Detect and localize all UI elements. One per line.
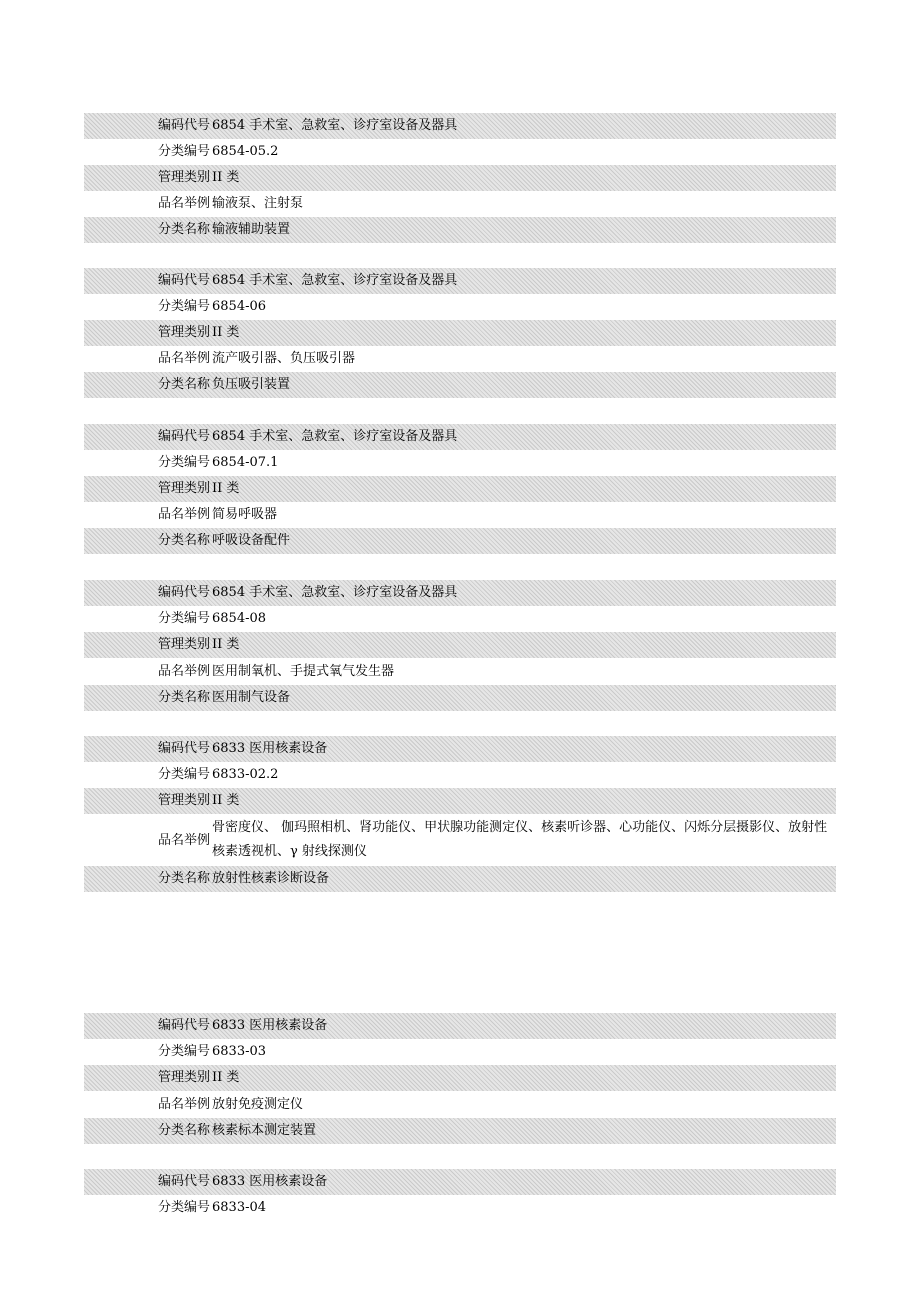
classification-name-row <box>84 217 836 243</box>
field-value: 放射免疫测定仪 <box>212 1097 304 1112</box>
field-value: II 类 <box>212 481 240 496</box>
field-label: 品名举例 <box>158 1097 211 1112</box>
field-label: 管理类别 <box>158 481 211 496</box>
code-row <box>84 1013 836 1039</box>
classification-number-row <box>84 294 836 320</box>
field-value: 6833-04 <box>212 1200 267 1215</box>
field-value: 输液泵、注射泵 <box>212 196 304 211</box>
field-label: 分类名称 <box>158 377 211 392</box>
field-label: 编码代号 <box>158 585 211 600</box>
classification-number-row <box>84 139 836 165</box>
product-examples-row <box>84 659 836 685</box>
field-value: 6854-05.2 <box>212 144 279 159</box>
product-examples-row <box>84 1092 836 1118</box>
field-value: 负压吸引装置 <box>212 377 291 392</box>
classification-number-row <box>84 450 836 476</box>
field-label: 编码代号 <box>158 1174 211 1189</box>
field-value: 6833 医用核素设备 <box>212 741 328 756</box>
product-examples-row <box>84 814 836 866</box>
field-label: 分类名称 <box>158 222 211 237</box>
management-class-row <box>84 165 836 191</box>
code-row <box>84 424 836 450</box>
field-value: 流产吸引器、负压吸引器 <box>212 351 356 366</box>
classification-name-row <box>84 685 836 711</box>
field-value: 6854-08 <box>212 611 267 626</box>
field-value: 放射性核素诊断设备 <box>212 871 330 886</box>
field-label: 品名举例 <box>158 832 211 848</box>
classification-number-row <box>84 1195 836 1221</box>
management-class-row <box>84 476 836 502</box>
field-value: II 类 <box>212 170 240 185</box>
management-class-row <box>84 788 836 814</box>
field-label: 分类名称 <box>158 871 211 886</box>
field-label: 编码代号 <box>158 741 211 756</box>
classification-name-row <box>84 528 836 554</box>
field-label: 品名举例 <box>158 507 211 522</box>
classification-name-row <box>84 1118 836 1144</box>
field-label: 编码代号 <box>158 429 211 444</box>
field-value: II 类 <box>212 793 240 808</box>
field-value: 6833 医用核素设备 <box>212 1174 328 1189</box>
field-value: 6854 手术室、急救室、诊疗室设备及器具 <box>212 585 458 600</box>
field-label: 分类编号 <box>158 144 211 159</box>
field-value: 简易呼吸器 <box>212 507 278 522</box>
product-examples-row <box>84 191 836 217</box>
field-label: 分类编号 <box>158 299 211 314</box>
classification-number-row <box>84 762 836 788</box>
field-value: 6833-02.2 <box>212 767 279 782</box>
code-row <box>84 736 836 762</box>
field-value: 输液辅助装置 <box>212 222 291 237</box>
field-value: 6833-03 <box>212 1044 267 1059</box>
field-label: 分类编号 <box>158 455 211 470</box>
field-value: 6854-06 <box>212 299 267 314</box>
field-value: 骨密度仪、 伽玛照相机、肾功能仪、甲状腺功能测定仪、核素听诊器、心功能仪、闪烁分层摄影仪、放射性核素透视机、γ 射线探测仪 <box>212 820 828 859</box>
field-value: 6854 手术室、急救室、诊疗室设备及器具 <box>212 118 458 133</box>
management-class-row <box>84 320 836 346</box>
field-label: 分类名称 <box>158 690 211 705</box>
field-label: 分类编号 <box>158 767 211 782</box>
field-label: 分类编号 <box>158 611 211 626</box>
product-examples-row <box>84 502 836 528</box>
code-row <box>84 113 836 139</box>
field-value: II 类 <box>212 325 240 340</box>
field-label: 品名举例 <box>158 664 211 679</box>
field-label: 分类名称 <box>158 1123 211 1138</box>
code-row <box>84 580 836 606</box>
field-value: 呼吸设备配件 <box>212 533 291 548</box>
management-class-row <box>84 632 836 658</box>
field-label: 编码代号 <box>158 273 211 288</box>
field-label: 管理类别 <box>158 1070 211 1085</box>
field-label: 品名举例 <box>158 196 211 211</box>
classification-number-row <box>84 606 836 632</box>
field-label: 管理类别 <box>158 170 211 185</box>
classification-name-row <box>84 372 836 398</box>
classification-number-row <box>84 1039 836 1065</box>
field-label: 分类编号 <box>158 1044 211 1059</box>
field-value: II 类 <box>212 1070 240 1085</box>
field-value: 医用制气设备 <box>212 690 291 705</box>
code-row <box>84 1169 836 1195</box>
field-label: 管理类别 <box>158 793 211 808</box>
field-value: 核素标本测定装置 <box>212 1123 317 1138</box>
classification-name-row <box>84 866 836 892</box>
field-label: 品名举例 <box>158 351 211 366</box>
code-row <box>84 268 836 294</box>
field-label: 编码代号 <box>158 1018 211 1033</box>
field-value: 6854 手术室、急救室、诊疗室设备及器具 <box>212 429 458 444</box>
field-value: 6854-07.1 <box>212 455 279 470</box>
field-value: II 类 <box>212 637 240 652</box>
field-label: 管理类别 <box>158 325 211 340</box>
management-class-row <box>84 1065 836 1091</box>
field-value: 医用制氧机、手提式氧气发生器 <box>212 664 395 679</box>
field-value: 6854 手术室、急救室、诊疗室设备及器具 <box>212 273 458 288</box>
field-label: 分类名称 <box>158 533 211 548</box>
field-label: 管理类别 <box>158 637 211 652</box>
field-label: 编码代号 <box>158 118 211 133</box>
field-label: 分类编号 <box>158 1200 211 1215</box>
product-examples-row <box>84 346 836 372</box>
field-value: 6833 医用核素设备 <box>212 1018 328 1033</box>
